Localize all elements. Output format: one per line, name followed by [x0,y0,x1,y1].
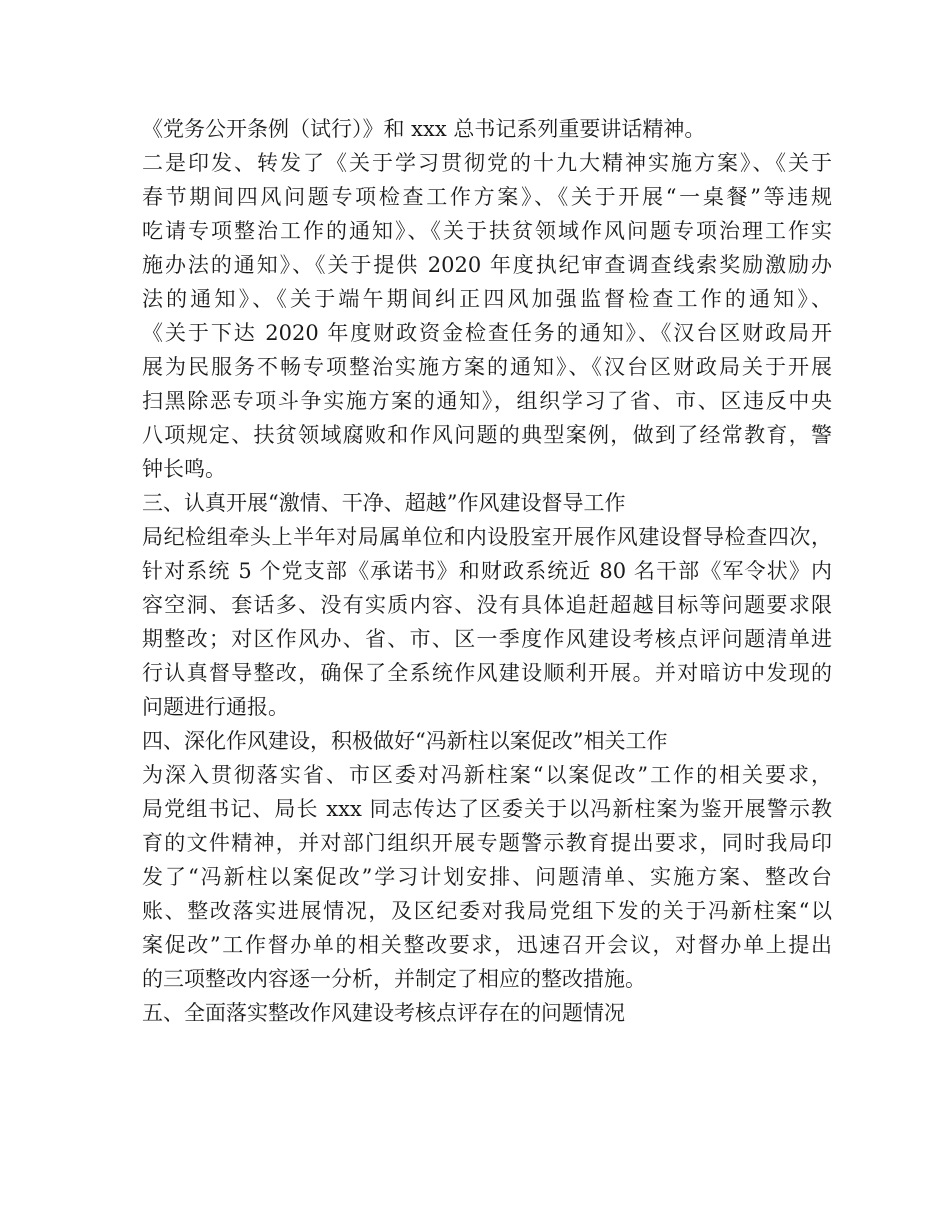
text-line: 《关于下达 2020 年度财政资金检查任务的通知》、《汉台区财政局开 [142,321,832,345]
text-line: 期整改；对区作风办、省、市、区一季度作风建设考核点评问题清单进 [142,627,832,651]
text-line: 吃请专项整治工作的通知》、《关于扶贫领域作风问题专项治理工作实 [142,219,832,243]
section-heading: 四、深化作风建设，积极做好“冯新柱以案促改”相关工作 [142,729,668,753]
text-line: 《党务公开条例（试行）》和 xxx 总书记系列重要讲话精神。 [142,117,706,141]
text-line: 账、整改落实进展情况，及区纪委对我局党组下发的关于冯新柱案“以 [142,899,832,923]
text-line: 行认真督导整改，确保了全系统作风建设顺利开展。并对暗访中发现的 [142,661,832,685]
text-line: 发了“冯新柱以案促改”学习计划安排、问题清单、实施方案、整改台 [142,865,832,889]
text-line: 案促改”工作督办单的相关整改要求，迅速召开会议，对督办单上提出 [142,933,832,957]
text-line: 局纪检组牵头上半年对局属单位和内设股室开展作风建设督导检查四次， [142,525,832,549]
document-body [142,112,832,1030]
text-line: 扫黑除恶专项斗争实施方案的通知》，组织学习了省、市、区违反中央 [142,389,832,413]
text-line: 施办法的通知》、《关于提供 2020 年度执纪审查调查线索奖励激励办 [142,253,832,277]
text-line: 育的文件精神，并对部门组织开展专题警示教育提出要求，同时我局印 [142,831,832,855]
text-line: 钟长鸣。 [142,457,226,481]
text-line: 容空洞、套话多、没有实质内容、没有具体追赶超越目标等问题要求限 [142,593,832,617]
text-line: 法的通知》、《关于端午期间纠正四风加强监督检查工作的通知》、 [142,287,832,311]
text-line: 展为民服务不畅专项整治实施方案的通知》、《汉台区财政局关于开展 [142,355,832,379]
section-heading: 三、认真开展“激情、干净、超越”作风建设督导工作 [142,491,626,515]
text-line: 的三项整改内容逐一分析，并制定了相应的整改措施。 [142,967,646,991]
text-line: 春节期间四风问题专项检查工作方案》、《关于开展“一桌餐”等违规 [142,185,832,209]
text-line: 八项规定、扶贫领域腐败和作风问题的典型案例，做到了经常教育，警 [142,423,832,447]
text-line: 局党组书记、局长 xxx 同志传达了区委关于以冯新柱案为鉴开展警示教 [142,797,832,821]
text-line: 针对系统 5 个党支部《承诺书》和财政系统近 80 名干部《军令状》内 [142,559,832,583]
text-line: 问题进行通报。 [142,695,289,719]
text-line: 为深入贯彻落实省、市区委对冯新柱案“以案促改”工作的相关要求， [142,763,832,787]
section-heading: 五、全面落实整改作风建设考核点评存在的问题情况 [142,1001,625,1025]
text-line: 二是印发、转发了《关于学习贯彻党的十九大精神实施方案》、《关于 [142,151,832,175]
